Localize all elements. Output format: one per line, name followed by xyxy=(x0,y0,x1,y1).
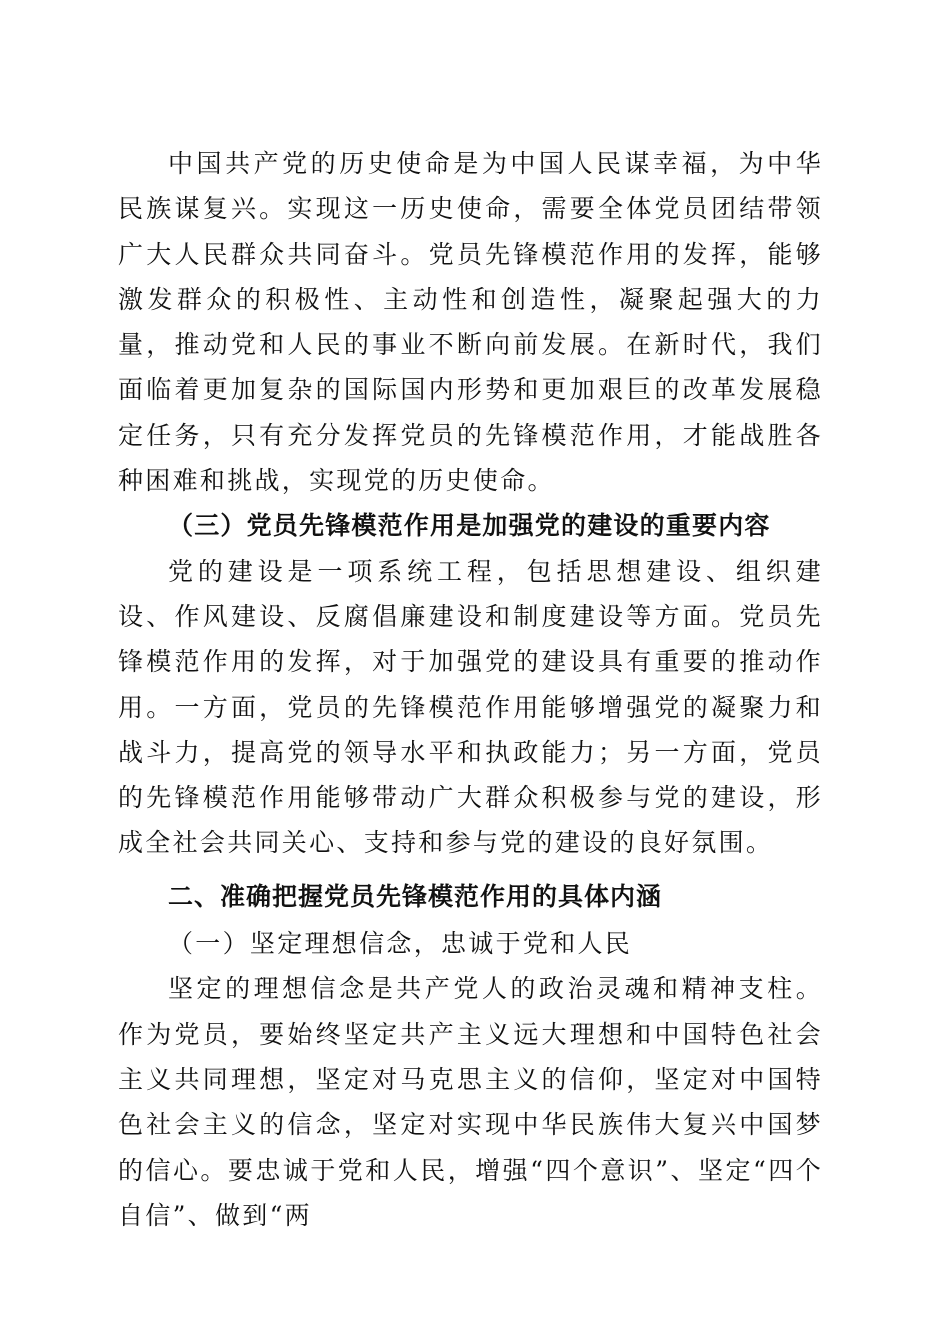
paragraph-ideals-beliefs: 坚定的理想信念是共产党人的政治灵魂和精神支柱。作为党员，要始终坚定共产主义远大理想和中国特色社会主义共同理想，坚定对马克思主义的信仰，坚定对中国特色社会主义的信念，坚定对实现中华民族伟大复兴中国梦的信心。要忠诚于党和人民，增强“四个意识”、坚定“四个自信”、做到“两 xyxy=(118,974,823,1230)
section-heading-two: 二、准确把握党员先锋模范作用的具体内涵 xyxy=(168,881,663,911)
subheading-ideals-beliefs: （一）坚定理想信念，忠诚于党和人民 xyxy=(168,929,633,959)
paragraph-party-building: 党的建设是一项系统工程，包括思想建设、组织建设、作风建设、反腐倡廉建设和制度建设等方面。党员先锋模范作用的发挥，对于加强党的建设具有重要的推动作用。一方面，党员的先锋模范作用能够增强党的凝聚力和战斗力，提高党的领导水平和执政能力；另一方面，党员的先锋模范作用能够带动广大群众积极参与党的建设，形成全社会共同关心、支持和参与党的建设的良好氛围。 xyxy=(118,556,823,858)
paragraph-historical-mission: 中国共产党的历史使命是为中国人民谋幸福，为中华民族谋复兴。实现这一历史使命，需要全体党员团结带领广大人民群众共同奋斗。党员先锋模范作用的发挥，能够激发群众的积极性、主动性和创造性，凝聚起强大的力量，推动党和人民的事业不断向前发展。在新时代，我们面临着更加复杂的国际国内形势和更加艰巨的改革发展稳定任务，只有充分发挥党员的先锋模范作用，才能战胜各种困难和挑战，实现党的历史使命。 xyxy=(118,149,823,496)
subheading-party-building: （三）党员先锋模范作用是加强党的建设的重要内容 xyxy=(168,511,771,541)
document-body xyxy=(118,141,823,1238)
